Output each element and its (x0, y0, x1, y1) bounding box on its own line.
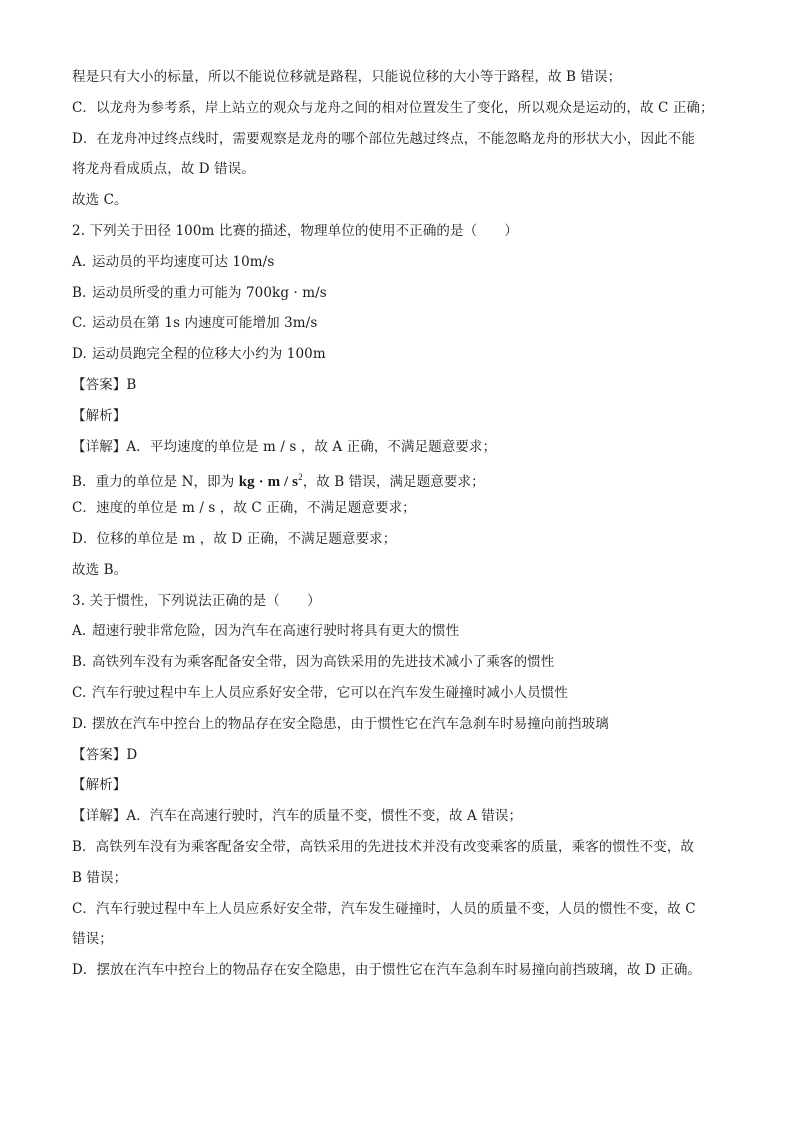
option-label: B. (72, 654, 87, 671)
q1-analysis-c: C．以龙舟为参考系，岸上站立的观众与龙舟之间的相对位置发生了变化，所以观众是运动的，故 C 正确； (72, 99, 714, 116)
unit-formula-base: kg · m / s (238, 474, 299, 491)
q2-detail-c: C．速度的单位是 m / s ，故 C 正确，不满足题意要求； (72, 500, 416, 517)
option-text: 高铁列车没有为乘客配备安全带，因为高铁采用的先进技术减小了乘客的惯性 (92, 654, 555, 671)
document-page (72, 62, 732, 986)
q2-option-b (72, 278, 732, 309)
q3-detail-c-line2: 错误； (72, 931, 113, 948)
option-text: 汽车行驶过程中车上人员应系好安全带，它可以在汽车发生碰撞时减小人员惯性 (92, 684, 568, 701)
option-text: 运动员在第 1s 内速度可能增加 3m/s (92, 315, 318, 332)
option-text: 运动员所受的重力可能为 700kg · m/s (92, 284, 327, 301)
q3-option-a (72, 616, 732, 647)
q3-option-b (72, 647, 732, 678)
unit-formula (239, 474, 303, 490)
q1-choose: 故选 C。 (72, 192, 128, 209)
detail-b-prefix: B．重力的单位是 N，即为 (72, 474, 235, 491)
detail-b-suffix: ，故 B 错误，满足题意要求； (302, 474, 485, 491)
option-label: C. (72, 315, 87, 332)
q2-detail-d: D．位移的单位是 m ，故 D 正确，不满足题意要求； (72, 530, 397, 547)
option-text: 运动员跑完全程的位移大小约为 100m (92, 346, 326, 363)
unit-formula-exponent: 2 (298, 472, 303, 483)
option-label: D. (72, 715, 87, 732)
q2-analysis-tag: 【解析】 (72, 407, 127, 424)
q2-detail-a: 【详解】A．平均速度的单位是 m / s ，故 A 正确，不满足题意要求； (72, 438, 497, 455)
q1-analysis-b-continued: 程是只有大小的标量，所以不能说位移就是路程，只能说位移的大小等于路程，故 B 错误； (72, 69, 622, 85)
q3-detail-c-line1: C．汽车行驶过程中车上人员应系好安全带，汽车发生碰撞时，人员的质量不变，人员的惯性不变，故 C (72, 900, 696, 917)
q2-option-a (72, 247, 732, 278)
q2-stem: 2. 下列关于田径 100m 比赛的描述，物理单位的使用不正确的是（ ） (72, 222, 519, 239)
option-label: D. (72, 346, 87, 363)
option-label: A. (72, 623, 87, 640)
q3-option-c (72, 678, 732, 709)
q3-stem: 3. 关于惯性，下列说法正确的是（ ） (72, 592, 321, 609)
q3-analysis-tag: 【解析】 (72, 777, 127, 794)
option-label: A. (72, 253, 87, 270)
option-label: C. (72, 684, 87, 701)
q3-answer (72, 740, 732, 771)
q2-option-d (72, 339, 732, 370)
q3-detail-b-line2: B 错误； (72, 869, 128, 886)
q1-analysis-d-line1: D．在龙舟冲过终点线时，需要观察是龙舟的哪个部位先越过终点，不能忽略龙舟的形状大小，因此不能 (72, 130, 695, 147)
q3-detail-d: D．摆放在汽车中控台上的物品存在安全隐患，由于惯性它在汽车急刹车时易撞向前挡玻璃，故 D 正确。 (72, 962, 702, 979)
q1-analysis-d-line2: 将龙舟看成质点，故 D 错误。 (72, 161, 255, 178)
q2-answer (72, 370, 732, 401)
answer-tag: 【答案】 (72, 746, 127, 763)
answer-value: D (126, 746, 138, 763)
answer-value: B (126, 376, 137, 393)
option-text: 运动员的平均速度可达 10m/s (92, 253, 275, 270)
option-label: B. (72, 284, 87, 301)
option-text: 超速行驶非常危险，因为汽车在高速行驶时将具有更大的惯性 (92, 623, 460, 640)
q3-detail-a: 【详解】A．汽车在高速行驶时，汽车的质量不变，惯性不变，故 A 错误； (72, 808, 523, 825)
q2-choose: 故选 B。 (72, 561, 128, 578)
q3-detail-b-line1: B．高铁列车没有为乘客配备安全带，高铁采用的先进技术并没有改变乘客的质量，乘客的惯性不变，故 (72, 838, 695, 855)
q2-detail-b (72, 462, 732, 493)
q3-option-d (72, 709, 732, 740)
option-text: 摆放在汽车中控台上的物品存在安全隐患，由于惯性它在汽车急刹车时易撞向前挡玻璃 (92, 715, 609, 732)
answer-tag: 【答案】 (72, 376, 127, 393)
q2-option-c (72, 308, 732, 339)
